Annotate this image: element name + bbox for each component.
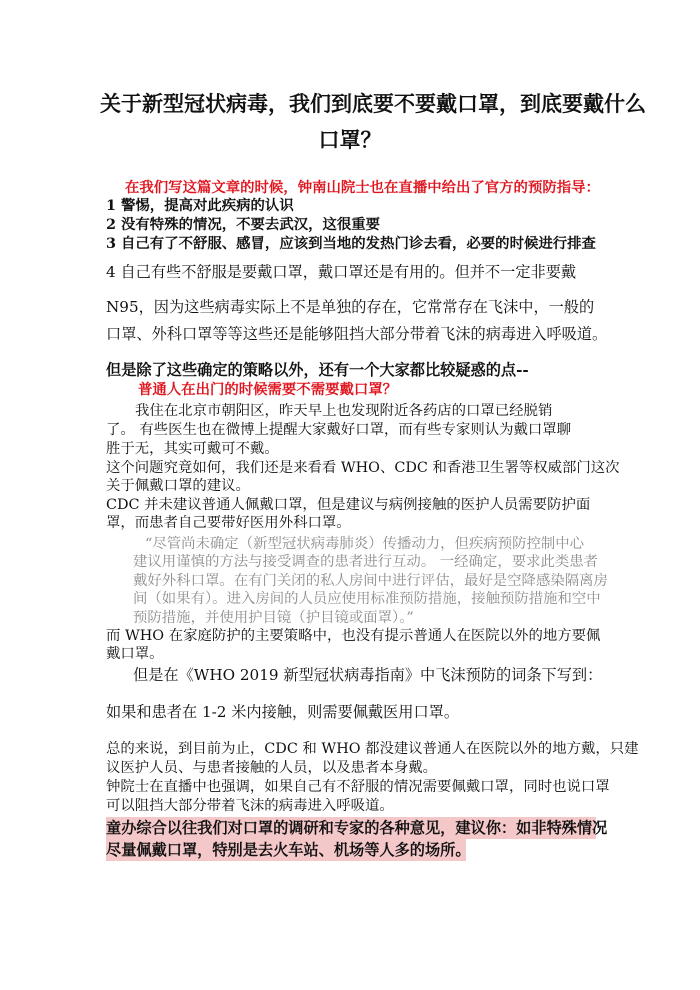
distance-line: 如果和患者在 1-2 米内接触，则需要佩戴医用口罩。 xyxy=(106,703,460,721)
body2-line-2: 戴口罩。 xyxy=(106,646,164,662)
recommendation-highlight-1 xyxy=(106,817,608,839)
page-title-line-1: 关于新型冠状病毒，我们到底要不要戴口罩，到底要戴什么 xyxy=(100,91,646,116)
body1-line-7: 罩，而患者自己要带好医用外科口罩。 xyxy=(106,515,351,531)
who-guide-line: 但是在《WHO 2019 新型冠状病毒指南》中飞沫预防的词条下写到： xyxy=(133,666,603,684)
question-red: 普通人在出门的时候需要不需要戴口罩？ xyxy=(138,381,398,398)
body1-line-2: 了。 有些医生也在微博上提醒大家戴好口罩，而有些专家则认为戴口罩聊 xyxy=(106,422,572,438)
point4-line-1: 4 自己有些不舒服是要戴口罩，戴口罩还是有用的。但并不一定非要戴 xyxy=(106,263,577,281)
recommendation-line-2: 尽量佩戴口罩，特别是去火车站、机场等人多的场所。 xyxy=(106,841,471,859)
guidance-item-1: 1 警惕，提高对此疾病的认识 xyxy=(106,197,294,214)
quote-line-3: 戴好外科口罩。在有门关闭的私人房间中进行评估，最好是空降感染隔离房 xyxy=(133,573,608,589)
body1-line-5: 关于佩戴口罩的建议。 xyxy=(106,478,250,494)
recommendation-line-1: 童办综合以往我们对口罩的调研和专家的各种意见，建议你：如非特殊情况 xyxy=(106,819,608,837)
summary-line-4: 可以阻挡大部分带着飞沫的病毒进入呼吸道。 xyxy=(106,798,394,814)
guidance-item-2: 2 没有特殊的情况，不要去武汉，这很重要 xyxy=(106,216,381,233)
body1-line-6: CDC 并未建议普通人佩戴口罩，但是建议与病例接触的医护人员需要防护面 xyxy=(106,497,591,513)
body1-line-4: 这个问题究竟如何，我们还是来看看 WHO、CDC 和香港卫生署等权威部门这次 xyxy=(106,460,620,476)
summary-line-2: 议医护人员、与患者接触的人员，以及患者本身戴。 xyxy=(106,760,437,776)
summary-line-1: 总的来说，到目前为止，CDC 和 WHO 都没建议普通人在医院以外的地方戴，只建 xyxy=(106,741,639,757)
intro-red-line: 在我们写这篇文章的时候，钟南山院士也在直播中给出了官方的预防指导： xyxy=(125,179,600,196)
question-intro: 但是除了这些确定的策略以外，还有一个大家都比较疑惑的点-- xyxy=(106,361,529,379)
quote-line-5: 预防措施，并使用护目镜（护目镜或面罩）。” xyxy=(133,610,414,626)
recommendation-highlight-2 xyxy=(106,839,471,861)
quote-line-1: “尽管尚未确定（新型冠状病毒肺炎）传播动力，但疾病预防控制中心 xyxy=(145,536,585,552)
body1-line-1: 我住在北京市朝阳区，昨天早上也发现附近各药店的口罩已经脱销 xyxy=(135,403,553,419)
quote-line-2: 建议用谨慎的方法与接受调查的患者进行互动。 一经确定，要求此类患者 xyxy=(133,554,599,570)
point4-line-3: 口罩、外科口罩等等这些还是能够阻挡大部分带着飞沫的病毒进入呼吸道。 xyxy=(106,325,608,343)
point4-line-2: N95，因为这些病毒实际上不是单独的存在，它常常存在飞沫中，一般的 xyxy=(106,298,595,316)
body1-line-3: 胜于无，其实可戴可不戴。 xyxy=(106,441,279,457)
summary-line-3: 钟院士在直播中也强调，如果自己有不舒服的情况需要佩戴口罩，同时也说口罩 xyxy=(106,779,610,795)
guidance-item-3: 3 自己有了不舒服、感冒，应该到当地的发热门诊去看，必要的时候进行排查 xyxy=(106,235,596,252)
page-title-line-2: 口罩？ xyxy=(318,127,382,152)
quote-line-4: 间（如果有）。进入房间的人员应使用标准预防措施，接触预防措施和空中 xyxy=(133,591,601,607)
body2-line-1: 而 WHO 在家庭防护的主要策略中，也没有提示普通人在医院以外的地方要佩 xyxy=(106,628,601,644)
